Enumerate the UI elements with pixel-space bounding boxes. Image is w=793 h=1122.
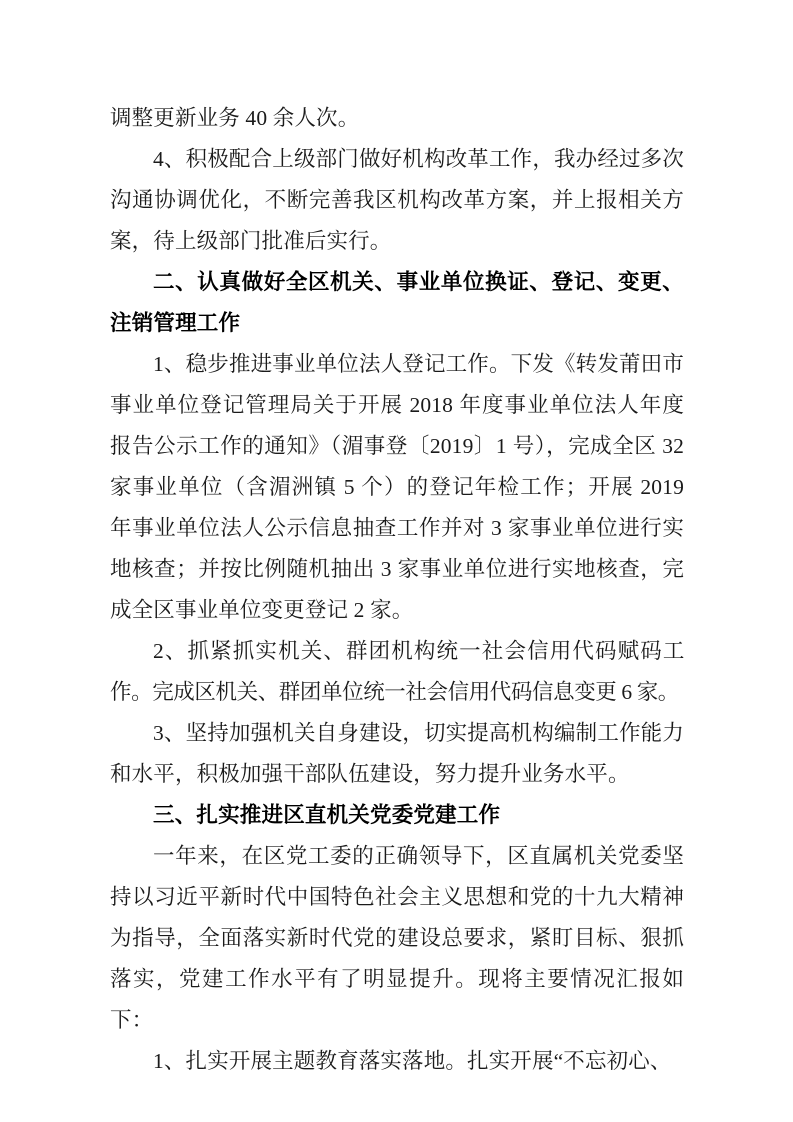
paragraph-section3-intro: 一年来，在区党工委的正确领导下，区直属机关党委坚持以习近平新时代中国特色社会主义思想和党的十九大精神为指导，全面落实新时代党的建设总要求，紧盯目标、狠抓落实，党建工作水平有了明显提升。现将主要情况汇报如下： xyxy=(110,844,684,1032)
paragraph-carryover: 调整更新业务 40 余人次。 xyxy=(110,106,360,130)
document-body xyxy=(110,98,684,1082)
paragraph-section2-item3: 3、坚持加强机关自身建设，切实提高机构编制工作能力和水平，积极加强干部队伍建设，努力提升业务水平。 xyxy=(110,721,684,786)
heading-section-three: 三、扎实推进区直机关党委党建工作 xyxy=(153,803,501,827)
paragraph-section2-item2: 2、抓紧抓实机关、群团机构统一社会信用代码赋码工作。完成区机关、群团单位统一社会信用代码信息变更 6 家。 xyxy=(110,639,684,704)
heading-section-two: 二、认真做好全区机关、事业单位换证、登记、变更、注销管理工作 xyxy=(110,270,684,335)
paragraph-section3-item1: 1、扎实开展主题教育落实落地。扎实开展“不忘初心、 xyxy=(153,1049,672,1073)
paragraph-section2-item1: 1、稳步推进事业单位法人登记工作。下发《转发莆田市事业单位登记管理局关于开展 2018 年度事业单位法人年度报告公示工作的通知》（湄事登〔2019〕1 号），完成全区 32 家事业单位（含湄洲镇 5 个）的登记年检工作；开展 2019 年事业单位法人公示信息抽查工作并对 3 家事业单位进行实地核查；并按比例随机抽出 3 家事业单位进行实地核查，完成全区事业单位变更登记 2 家。 xyxy=(110,352,684,622)
paragraph-section1-item4: 4、积极配合上级部门做好机构改革工作，我办经过多次沟通协调优化，不断完善我区机构改革方案，并上报相关方案，待上级部门批准后实行。 xyxy=(110,147,684,253)
